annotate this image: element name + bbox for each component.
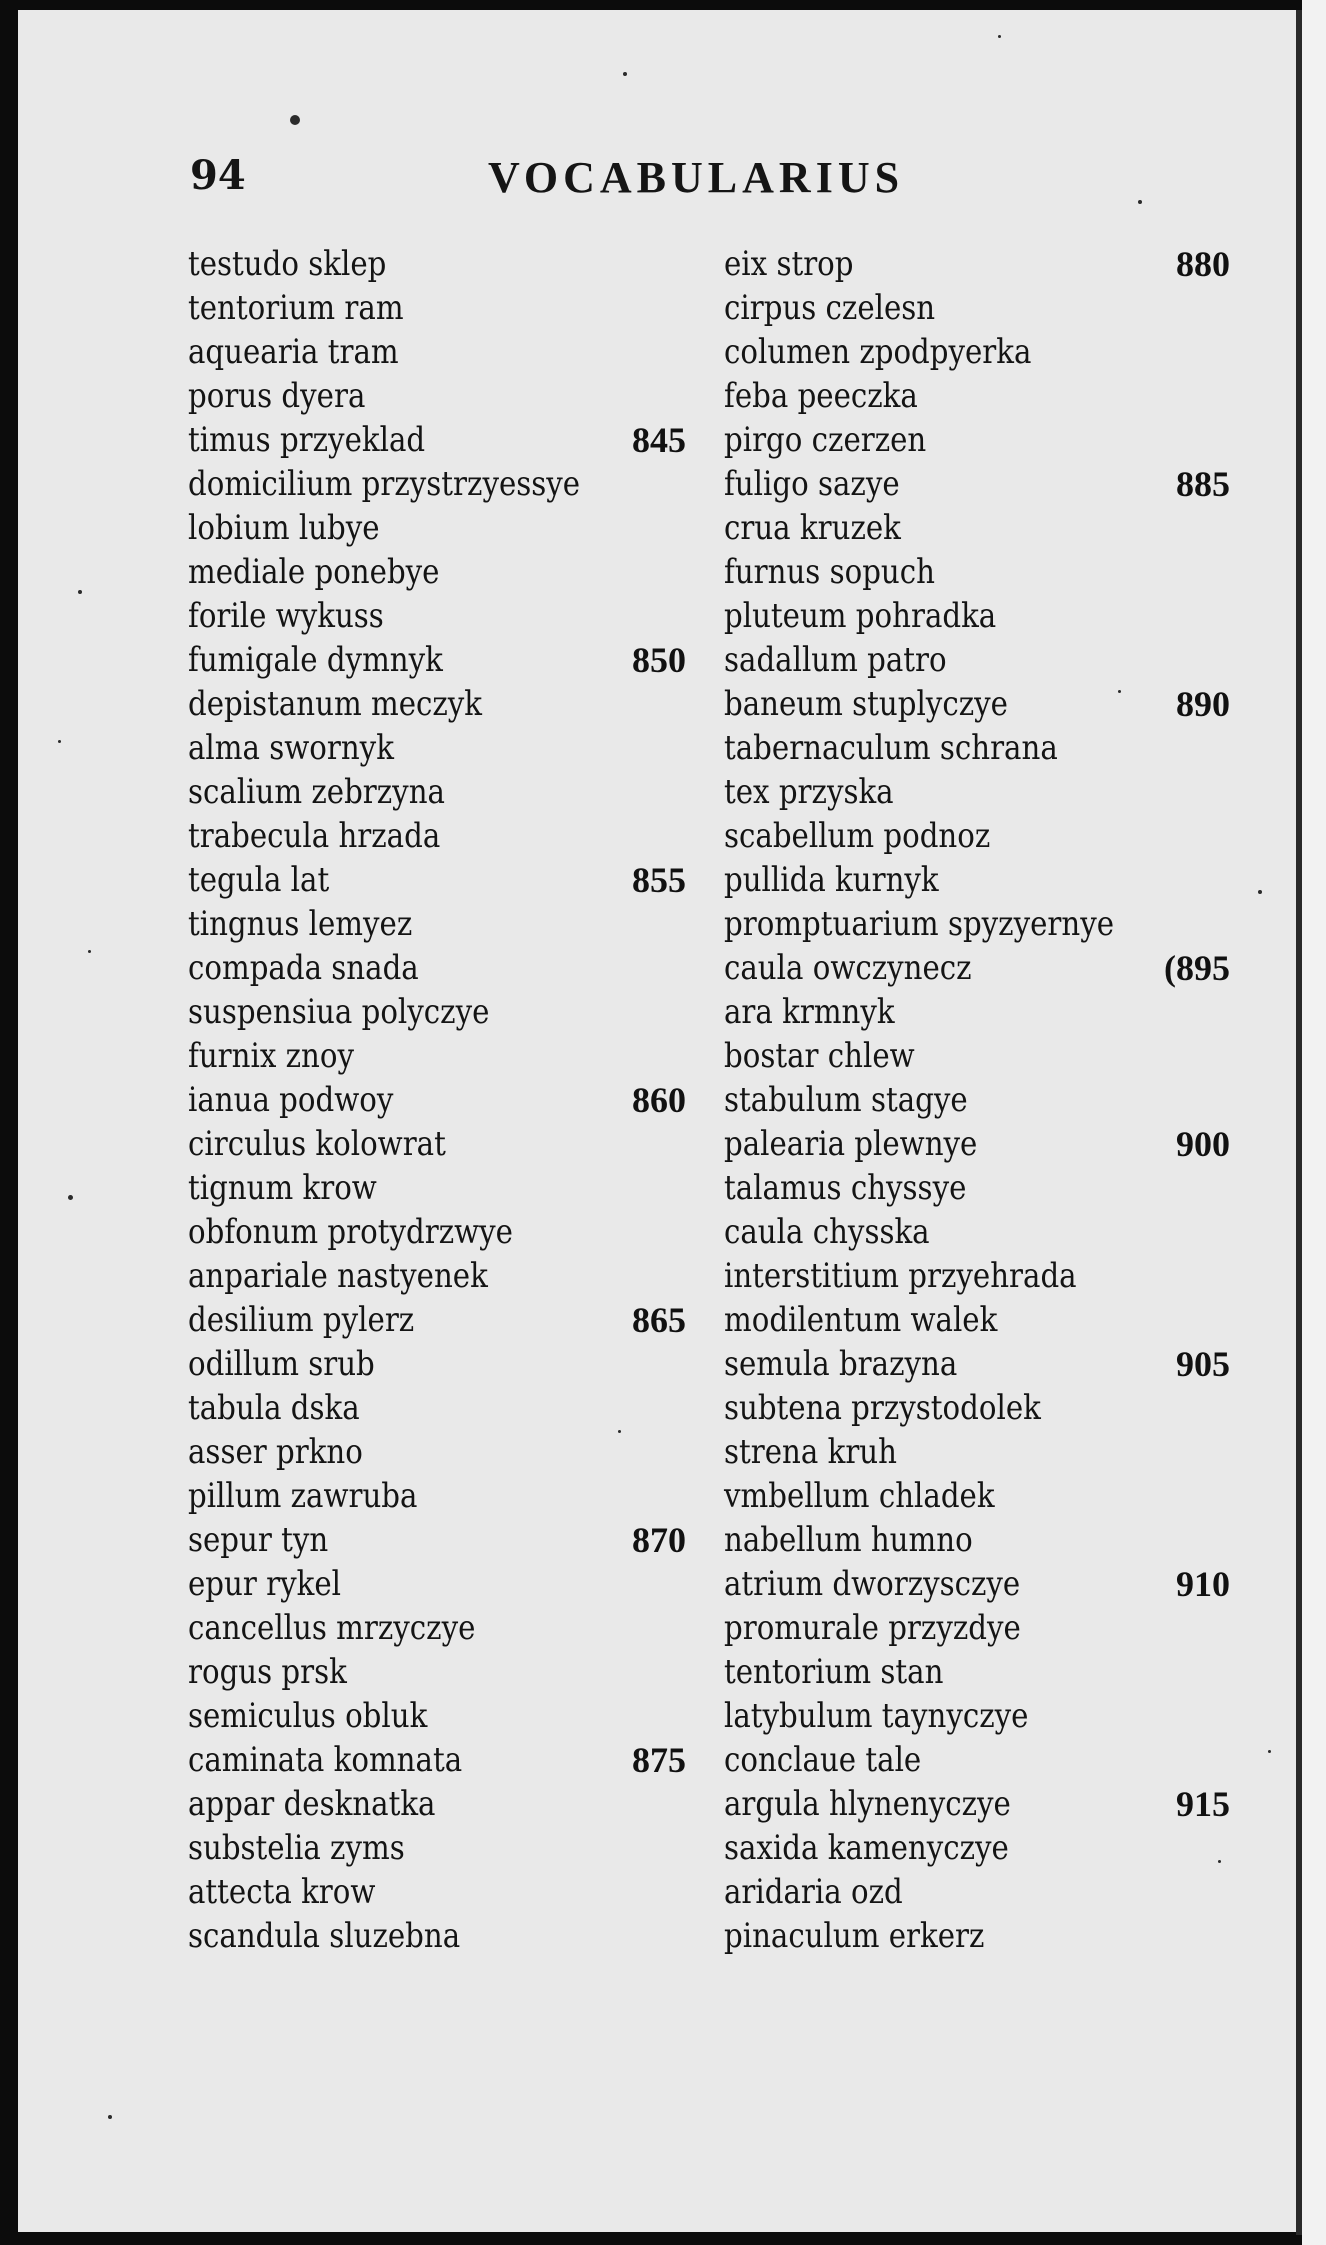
vocab-entry [188,1474,686,1518]
ink-speck [1118,690,1121,693]
vocab-entry-text: cirpus czelesn [724,288,936,328]
vocab-entry-text: attecta krow [188,1872,376,1912]
vocab-entry [188,1122,686,1166]
running-title: VOCABULARIUS [488,153,905,202]
vocab-entry [188,1738,686,1782]
vocab-entry [724,638,1224,682]
vocab-entry-text: alma swornyk [188,728,394,768]
vocab-entry [188,726,686,770]
vocab-entry [188,858,686,902]
vocab-entry [724,1782,1230,1826]
vocab-entry-text: palearia plewnye [724,1124,978,1164]
vocab-entry [724,1298,1224,1342]
vocab-entry [724,1826,1224,1870]
vocab-entry [724,770,1224,814]
vocab-entry-text: crua kruzek [724,508,901,548]
vocab-entry-text: modilentum walek [724,1300,998,1340]
vocab-entry-text: cancellus mrzyczye [188,1608,476,1648]
line-number: 845 [632,420,686,460]
line-number: 915 [1176,1784,1230,1824]
vocab-entry [188,1518,686,1562]
vocab-entry-text: suspensiua polyczye [188,992,490,1032]
vocab-entry [724,1650,1224,1694]
ink-speck [998,35,1001,38]
vocab-entry [188,946,686,990]
vocab-entry [188,902,686,946]
vocab-entry [188,1562,686,1606]
vocab-entry-text: pluteum pohradka [724,596,997,636]
vocab-entry-text: lobium lubye [188,508,380,548]
vocab-entry [188,1650,686,1694]
vocab-entry [724,682,1230,726]
vocab-entry-text: compada snada [188,948,419,988]
vocab-entry-text: furnix znoy [188,1036,354,1076]
vocab-entry-text: sadallum patro [724,640,947,680]
line-number: 885 [1176,464,1230,504]
vocab-entry-text: desilium pylerz [188,1300,415,1340]
vocab-entry [724,594,1224,638]
vocab-entry [724,418,1224,462]
vocab-entry [724,1870,1224,1914]
vocab-entry [188,418,686,462]
vocab-entry-text: domicilium przystrzyessye [188,464,581,504]
vocab-entry-text: aridaria ozd [724,1872,903,1912]
vocab-entry [188,1034,686,1078]
vocab-entry-text: furnus sopuch [724,552,935,592]
vocab-entry-text: tentorium ram [188,288,404,328]
vocab-entry-text: columen zpodpyerka [724,332,1032,372]
vocab-entry [188,682,686,726]
ink-speck [1268,1750,1271,1753]
ink-speck [68,1195,73,1200]
vocab-entry-text: subtena przystodolek [724,1388,1041,1428]
line-number: 890 [1176,684,1230,724]
vocab-entry-text: ara krmnyk [724,992,895,1032]
ink-speck [1218,1860,1221,1863]
line-number: 865 [632,1300,686,1340]
vocab-entry-text: baneum stuplyczye [724,684,1008,724]
vocab-entry-text: semiculus obluk [188,1696,428,1736]
vocab-entry-text: tabernaculum schrana [724,728,1058,768]
vocab-entry [724,1342,1230,1386]
vocab-entry [188,814,686,858]
vocab-entry [724,374,1224,418]
vocab-entry [724,242,1230,286]
vocab-entry-text: pirgo czerzen [724,420,927,460]
vocab-entry [188,1782,686,1826]
vocab-entry-text: talamus chyssye [724,1168,967,1208]
vocab-entry [188,1914,686,1958]
vocab-entry-text: porus dyera [188,376,366,416]
vocab-entry [188,1694,686,1738]
vocab-entry-text: tex przyska [724,772,894,812]
vocab-entry [188,550,686,594]
vocab-entry-text: promptuarium spyzyernye [724,904,1115,944]
vocab-entry [188,330,686,374]
vocab-entry [188,770,686,814]
vocab-entry [188,1166,686,1210]
vocab-entry-text: interstitium przyehrada [724,1256,1077,1296]
line-number: 870 [632,1520,686,1560]
vocab-entry [724,1386,1224,1430]
vocab-entry [188,638,686,682]
vocab-entry [188,594,686,638]
vocab-entry-text: anpariale nastyenek [188,1256,488,1296]
line-number: (895 [1164,948,1230,988]
vocab-entry [188,462,686,506]
ink-speck [623,72,627,76]
next-page-edge [1302,0,1326,2245]
vocab-entry [724,506,1224,550]
vocab-entry [724,946,1230,990]
line-number: 900 [1176,1124,1230,1164]
vocab-entry [188,1606,686,1650]
vocab-entry-text: sepur tyn [188,1520,329,1560]
vocab-entry [724,1738,1224,1782]
right-column [724,242,1230,1958]
page-number: 94 [190,152,246,199]
vocab-entry [188,374,686,418]
vocab-entry [188,1826,686,1870]
vocab-entry-text: substelia zyms [188,1828,405,1868]
vocab-entry [724,1122,1230,1166]
vocab-entry [724,990,1224,1034]
vocab-entry-text: latybulum taynyczye [724,1696,1029,1736]
vocab-entry [724,1034,1224,1078]
vocab-entry-text: feba peeczka [724,376,918,416]
vocab-entry-text: caula chysska [724,1212,930,1252]
vocab-entry [724,1078,1224,1122]
line-number: 850 [632,640,686,680]
vocab-entry [724,1210,1224,1254]
vocab-entry [724,286,1224,330]
vocab-entry-text: scalium zebrzyna [188,772,445,812]
line-number: 855 [632,860,686,900]
vocab-entry-text: circulus kolowrat [188,1124,446,1164]
ink-speck [1258,890,1262,894]
vocab-entry-text: scabellum podnoz [724,816,991,856]
vocab-entry-text: appar desknatka [188,1784,436,1824]
vocab-entry-text: aquearia tram [188,332,399,372]
vocab-entry-text: mediale ponebye [188,552,440,592]
vocab-entry [724,726,1224,770]
left-column [188,242,686,1958]
vocab-entry-text: scandula sluzebna [188,1916,461,1956]
vocab-entry-text: depistanum meczyk [188,684,483,724]
vocab-entry [188,1078,686,1122]
vocab-entry-text: rogus prsk [188,1652,347,1692]
vocab-entry-text: obfonum protydrzwye [188,1212,513,1252]
ink-speck [108,2115,112,2119]
vocab-entry-text: pillum zawruba [188,1476,418,1516]
vocab-entry-text: semula brazyna [724,1344,958,1384]
vocab-entry-text: testudo sklep [188,244,387,284]
ink-speck [290,115,300,125]
vocab-entry [724,1606,1224,1650]
vocab-entry-text: ianua podwoy [188,1080,394,1120]
line-number: 910 [1176,1564,1230,1604]
vocab-entry [724,1166,1224,1210]
book-page [18,10,1300,2232]
vocab-entry [188,1254,686,1298]
vocab-entry-text: strena kruh [724,1432,897,1472]
vocab-entry [724,814,1224,858]
vocab-entry-text: caula owczynecz [724,948,972,988]
vocab-entry-text: nabellum humno [724,1520,973,1560]
line-number: 880 [1176,244,1230,284]
vocab-entry [724,1518,1224,1562]
vocab-entry-text: fumigale dymnyk [188,640,443,680]
vocab-entry [188,990,686,1034]
line-number: 905 [1176,1344,1230,1384]
vocab-entry [188,1342,686,1386]
vocab-entry-text: tegula lat [188,860,330,900]
vocab-entry [188,1210,686,1254]
vocab-entry-text: conclaue tale [724,1740,922,1780]
vocab-entry-text: epur rykel [188,1564,341,1604]
vocab-entry-text: forile wykuss [188,596,384,636]
vocab-entry [724,1474,1224,1518]
vocab-entry [188,506,686,550]
vocab-entry-text: saxida kamenyczye [724,1828,1009,1868]
vocab-entry [724,1430,1224,1474]
vocab-entry-text: atrium dworzysczye [724,1564,1021,1604]
vocab-entry-text: asser prkno [188,1432,363,1472]
page-header [168,146,1300,206]
ink-speck [78,590,82,594]
vocab-entry-text: tabula dska [188,1388,360,1428]
vocab-entry-text: odillum srub [188,1344,375,1384]
vocab-entry-text: tignum krow [188,1168,377,1208]
vocab-entry [188,1430,686,1474]
ink-speck [88,950,91,953]
vocab-entry [188,1386,686,1430]
vocab-entry [188,242,686,286]
ink-speck [58,740,61,743]
vocab-entry-text: vmbellum chladek [724,1476,995,1516]
vocab-entry-text: stabulum stagye [724,1080,968,1120]
vocab-entry-text: eix strop [724,244,854,284]
vocab-entry-text: bostar chlew [724,1036,915,1076]
ink-speck [618,1430,621,1433]
vocab-entry [724,858,1224,902]
vocab-entry [724,1562,1230,1606]
line-number: 875 [632,1740,686,1780]
vocab-entry-text: fuligo sazye [724,464,900,504]
vocab-entry-text: argula hlynenyczye [724,1784,1011,1824]
vocab-entry [724,462,1230,506]
vocab-entry [188,1870,686,1914]
vocab-entry-text: tentorium stan [724,1652,944,1692]
vocab-entry [724,330,1224,374]
vocab-entry [724,902,1224,946]
vocab-entry-text: pullida kurnyk [724,860,939,900]
vocab-entry-text: tingnus lemyez [188,904,413,944]
vocab-entry-text: pinaculum erkerz [724,1916,985,1956]
vocab-entry-text: trabecula hrzada [188,816,441,856]
vocab-entry [724,550,1224,594]
vocab-entry [724,1914,1224,1958]
vocab-entry [724,1694,1224,1738]
vocab-entry-text: timus przyeklad [188,420,426,460]
line-number: 860 [632,1080,686,1120]
ink-speck [1138,200,1142,204]
vocab-entry-text: caminata komnata [188,1740,463,1780]
vocab-entry-text: promurale przyzdye [724,1608,1021,1648]
vocab-entry [724,1254,1224,1298]
vocab-entry [188,1298,686,1342]
vocab-entry [188,286,686,330]
